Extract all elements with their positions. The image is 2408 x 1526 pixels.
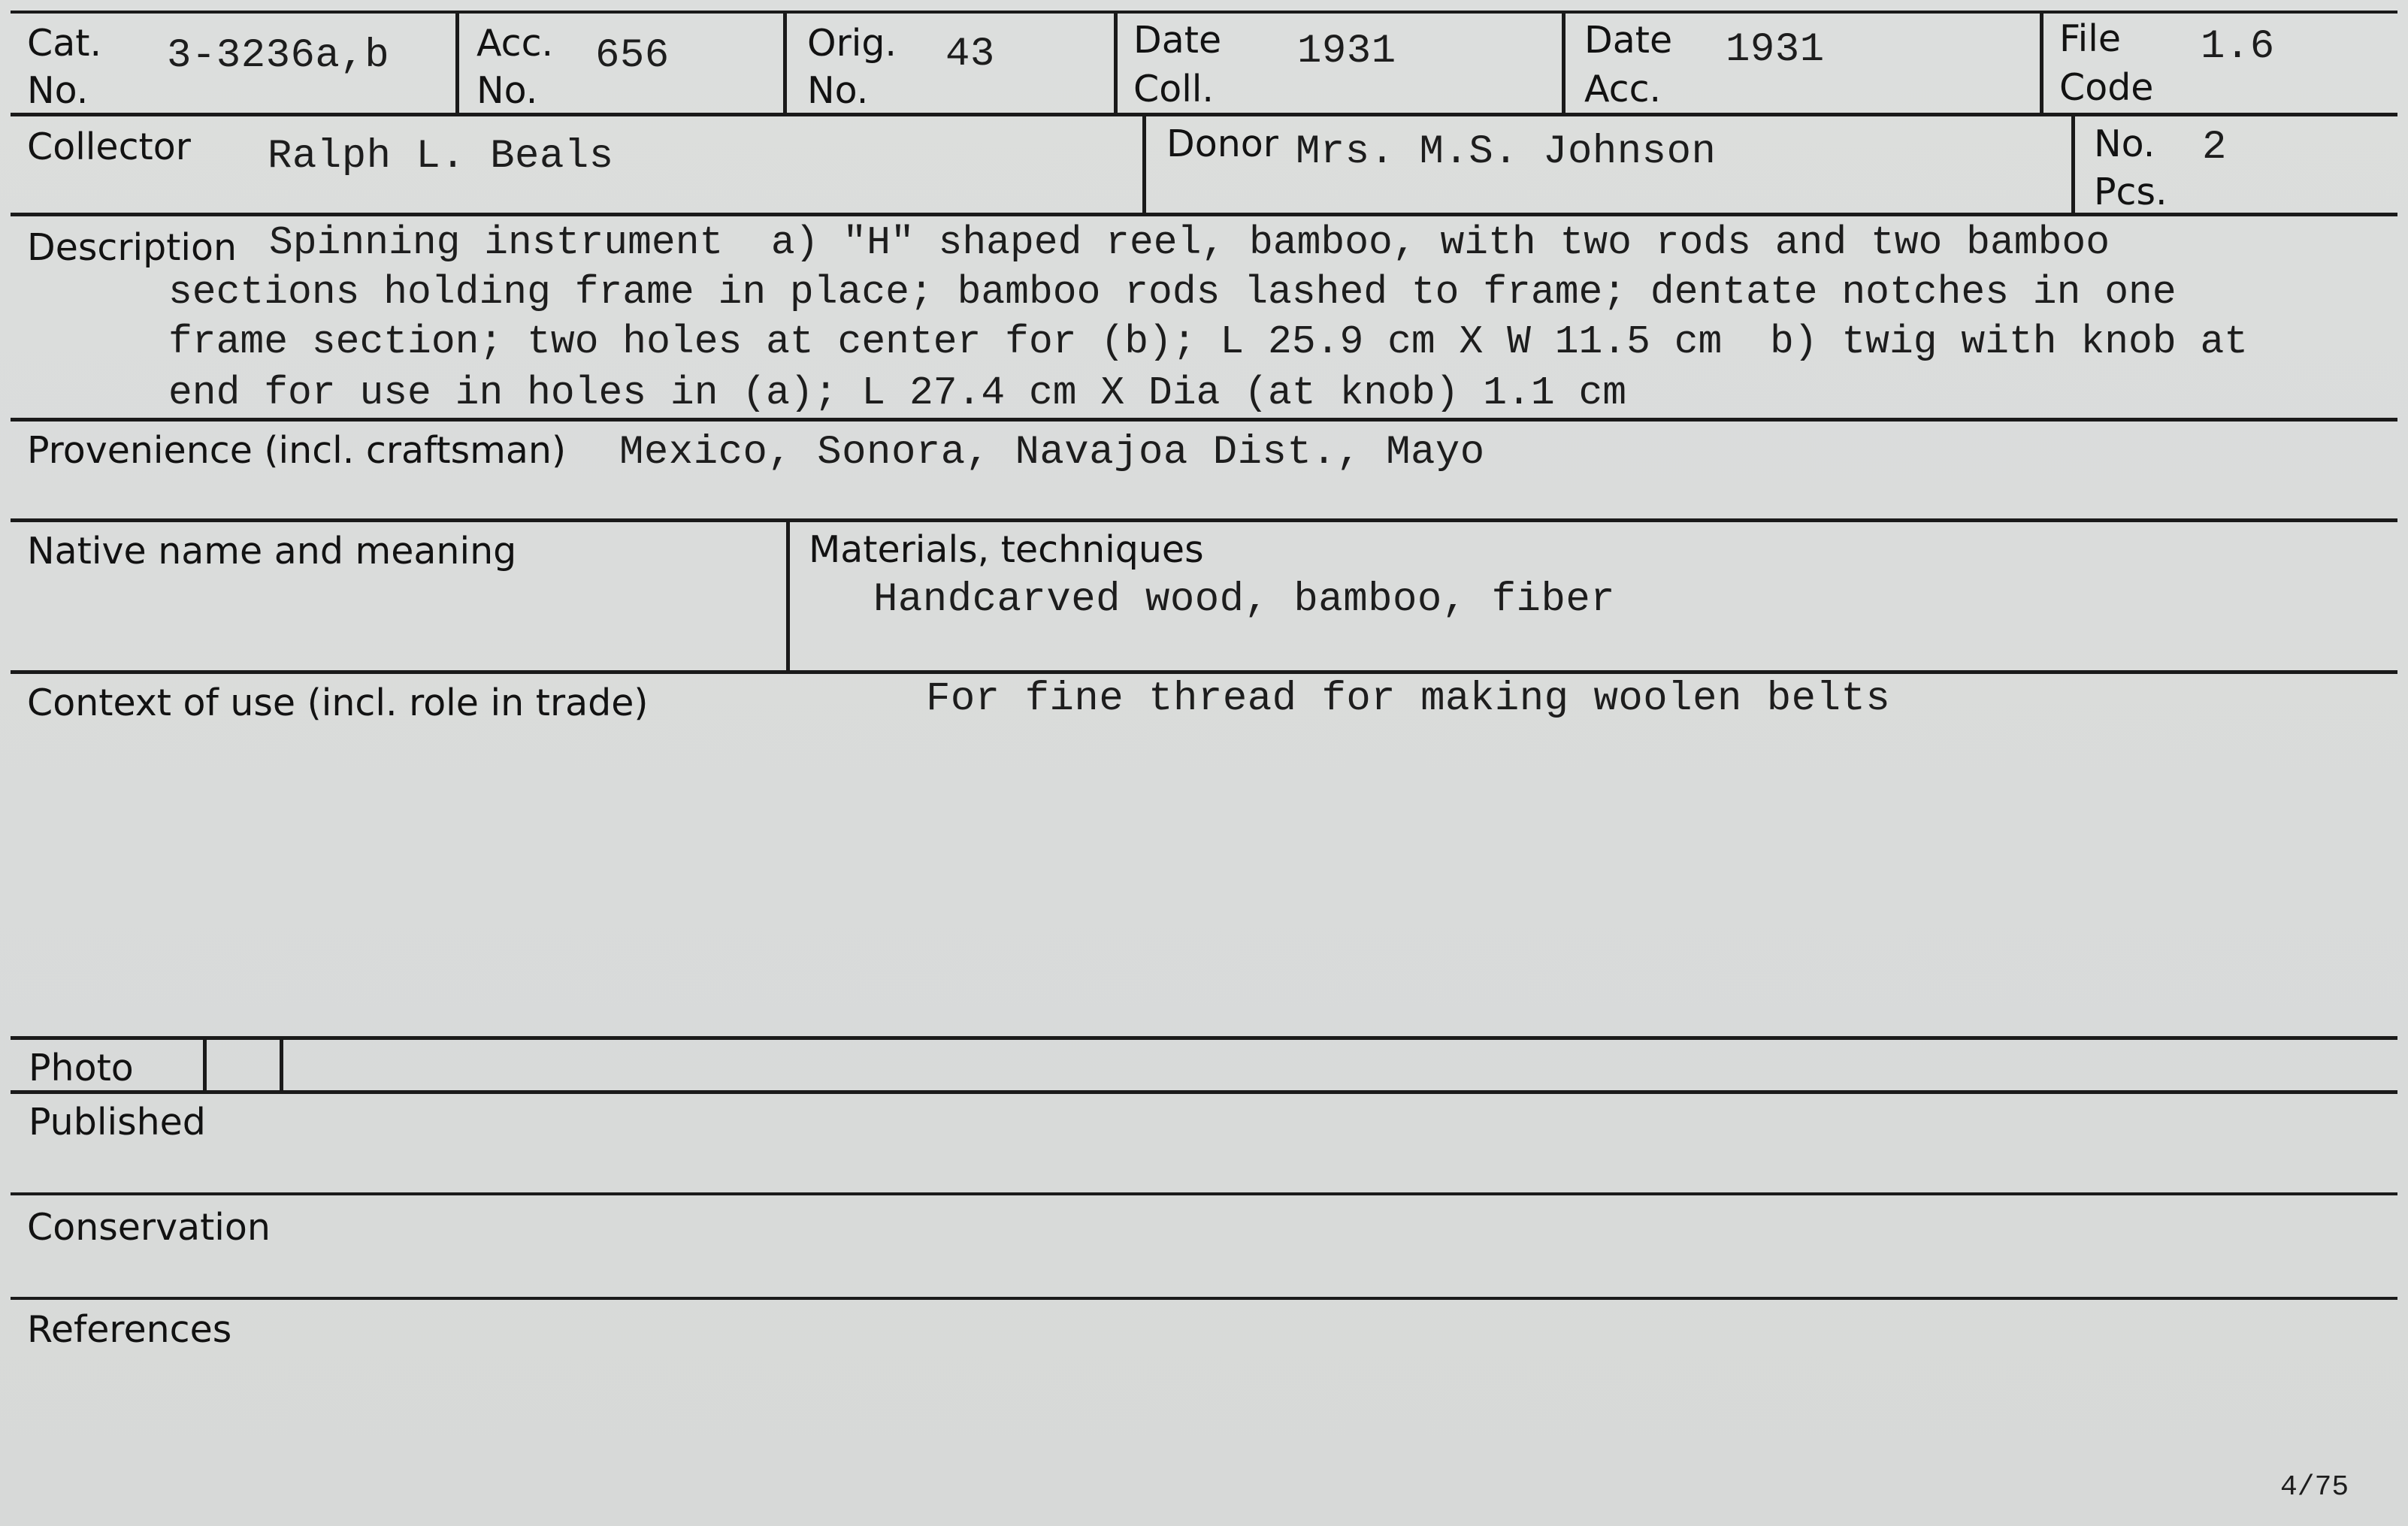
divider-native-materials xyxy=(786,520,790,673)
form-code: 4/75 xyxy=(2280,1471,2349,1503)
divider-datecoll-dateacc xyxy=(1562,12,1566,116)
divider-donor-pcs xyxy=(2071,114,2075,215)
divider-photo-box-2 xyxy=(280,1038,283,1093)
rule-photo-bottom xyxy=(11,1090,2397,1094)
divider-cat-acc xyxy=(455,12,459,116)
materials-label: Materials, techniques xyxy=(809,528,1204,571)
acc-no-label-2: No. xyxy=(476,69,538,112)
rule-provenience-bottom xyxy=(11,518,2397,522)
description-line-4: end for use in holes in (a); L 27.4 cm X Dia (at knob) 1.1 cm xyxy=(168,370,1627,415)
date-coll-value: 1931 xyxy=(1297,29,1396,74)
published-label: Published xyxy=(29,1101,206,1144)
description-line-3: frame section; two holes at center for (b); L 25.9 cm X W 11.5 cm b) twig with knob at xyxy=(168,319,2249,364)
rule-materials-bottom xyxy=(11,670,2397,674)
description-label: Description xyxy=(27,226,237,269)
pcs-label-2: Pcs. xyxy=(2094,171,2168,213)
cat-no-label-2: No. xyxy=(27,69,89,112)
collector-label: Collector xyxy=(27,125,191,168)
collector-value: Ralph L. Beals xyxy=(268,134,614,180)
date-acc-label: Date xyxy=(1584,19,1673,62)
divider-collector-donor xyxy=(1142,114,1146,215)
acc-no-label: Acc. xyxy=(476,22,554,65)
divider-photo-box-1 xyxy=(203,1038,207,1093)
rule-context-bottom xyxy=(11,1036,2397,1040)
date-acc-value: 1931 xyxy=(1726,27,1825,73)
acc-no-value: 656 xyxy=(595,33,670,79)
file-code-value: 1.6 xyxy=(2201,24,2275,70)
donor-label: Donor xyxy=(1166,122,1278,165)
context-label: Context of use (incl. role in trade) xyxy=(27,681,649,724)
description-line-2: sections holding frame in place; bamboo rods lashed to frame; dentate notches in one xyxy=(168,270,2177,315)
orig-no-value: 43 xyxy=(945,32,995,77)
donor-value: Mrs. M.S. Johnson xyxy=(1296,129,1717,175)
divider-orig-datecoll xyxy=(1114,12,1118,116)
divider-dateacc-file xyxy=(2040,12,2043,116)
date-coll-label: Date xyxy=(1133,19,1222,62)
divider-acc-orig xyxy=(783,12,787,116)
cat-no-label: Cat. xyxy=(27,22,102,65)
conservation-label: Conservation xyxy=(27,1206,271,1249)
rule-published-bottom xyxy=(11,1192,2397,1195)
date-coll-label-2: Coll. xyxy=(1133,68,1214,110)
context-value: For fine thread for making woolen belts xyxy=(926,676,1891,722)
file-code-label: File xyxy=(2059,17,2121,60)
date-acc-label-2: Acc. xyxy=(1584,68,1662,110)
orig-no-label: Orig. xyxy=(807,22,897,65)
description-line-1: Spinning instrument a) "H" shaped reel, bamboo, with two rods and two bamboo xyxy=(269,220,2110,265)
provenience-label: Provenience (incl. craftsman) xyxy=(27,429,567,472)
rule-collector-bottom xyxy=(11,213,2397,216)
photo-label: Photo xyxy=(29,1047,134,1089)
pcs-value: 2 xyxy=(2202,125,2227,171)
provenience-value: Mexico, Sonora, Navajoa Dist., Mayo xyxy=(619,430,1485,476)
references-label: References xyxy=(27,1308,232,1351)
native-name-label: Native name and meaning xyxy=(27,530,517,573)
rule-description-bottom xyxy=(11,418,2397,422)
materials-value: Handcarved wood, bamboo, fiber xyxy=(873,577,1616,623)
orig-no-label-2: No. xyxy=(807,69,869,112)
rule-conservation-bottom xyxy=(11,1297,2397,1300)
pcs-label: No. xyxy=(2094,122,2155,165)
file-code-label-2: Code xyxy=(2059,66,2154,109)
cat-no-value: 3-3236a,b xyxy=(167,33,390,79)
